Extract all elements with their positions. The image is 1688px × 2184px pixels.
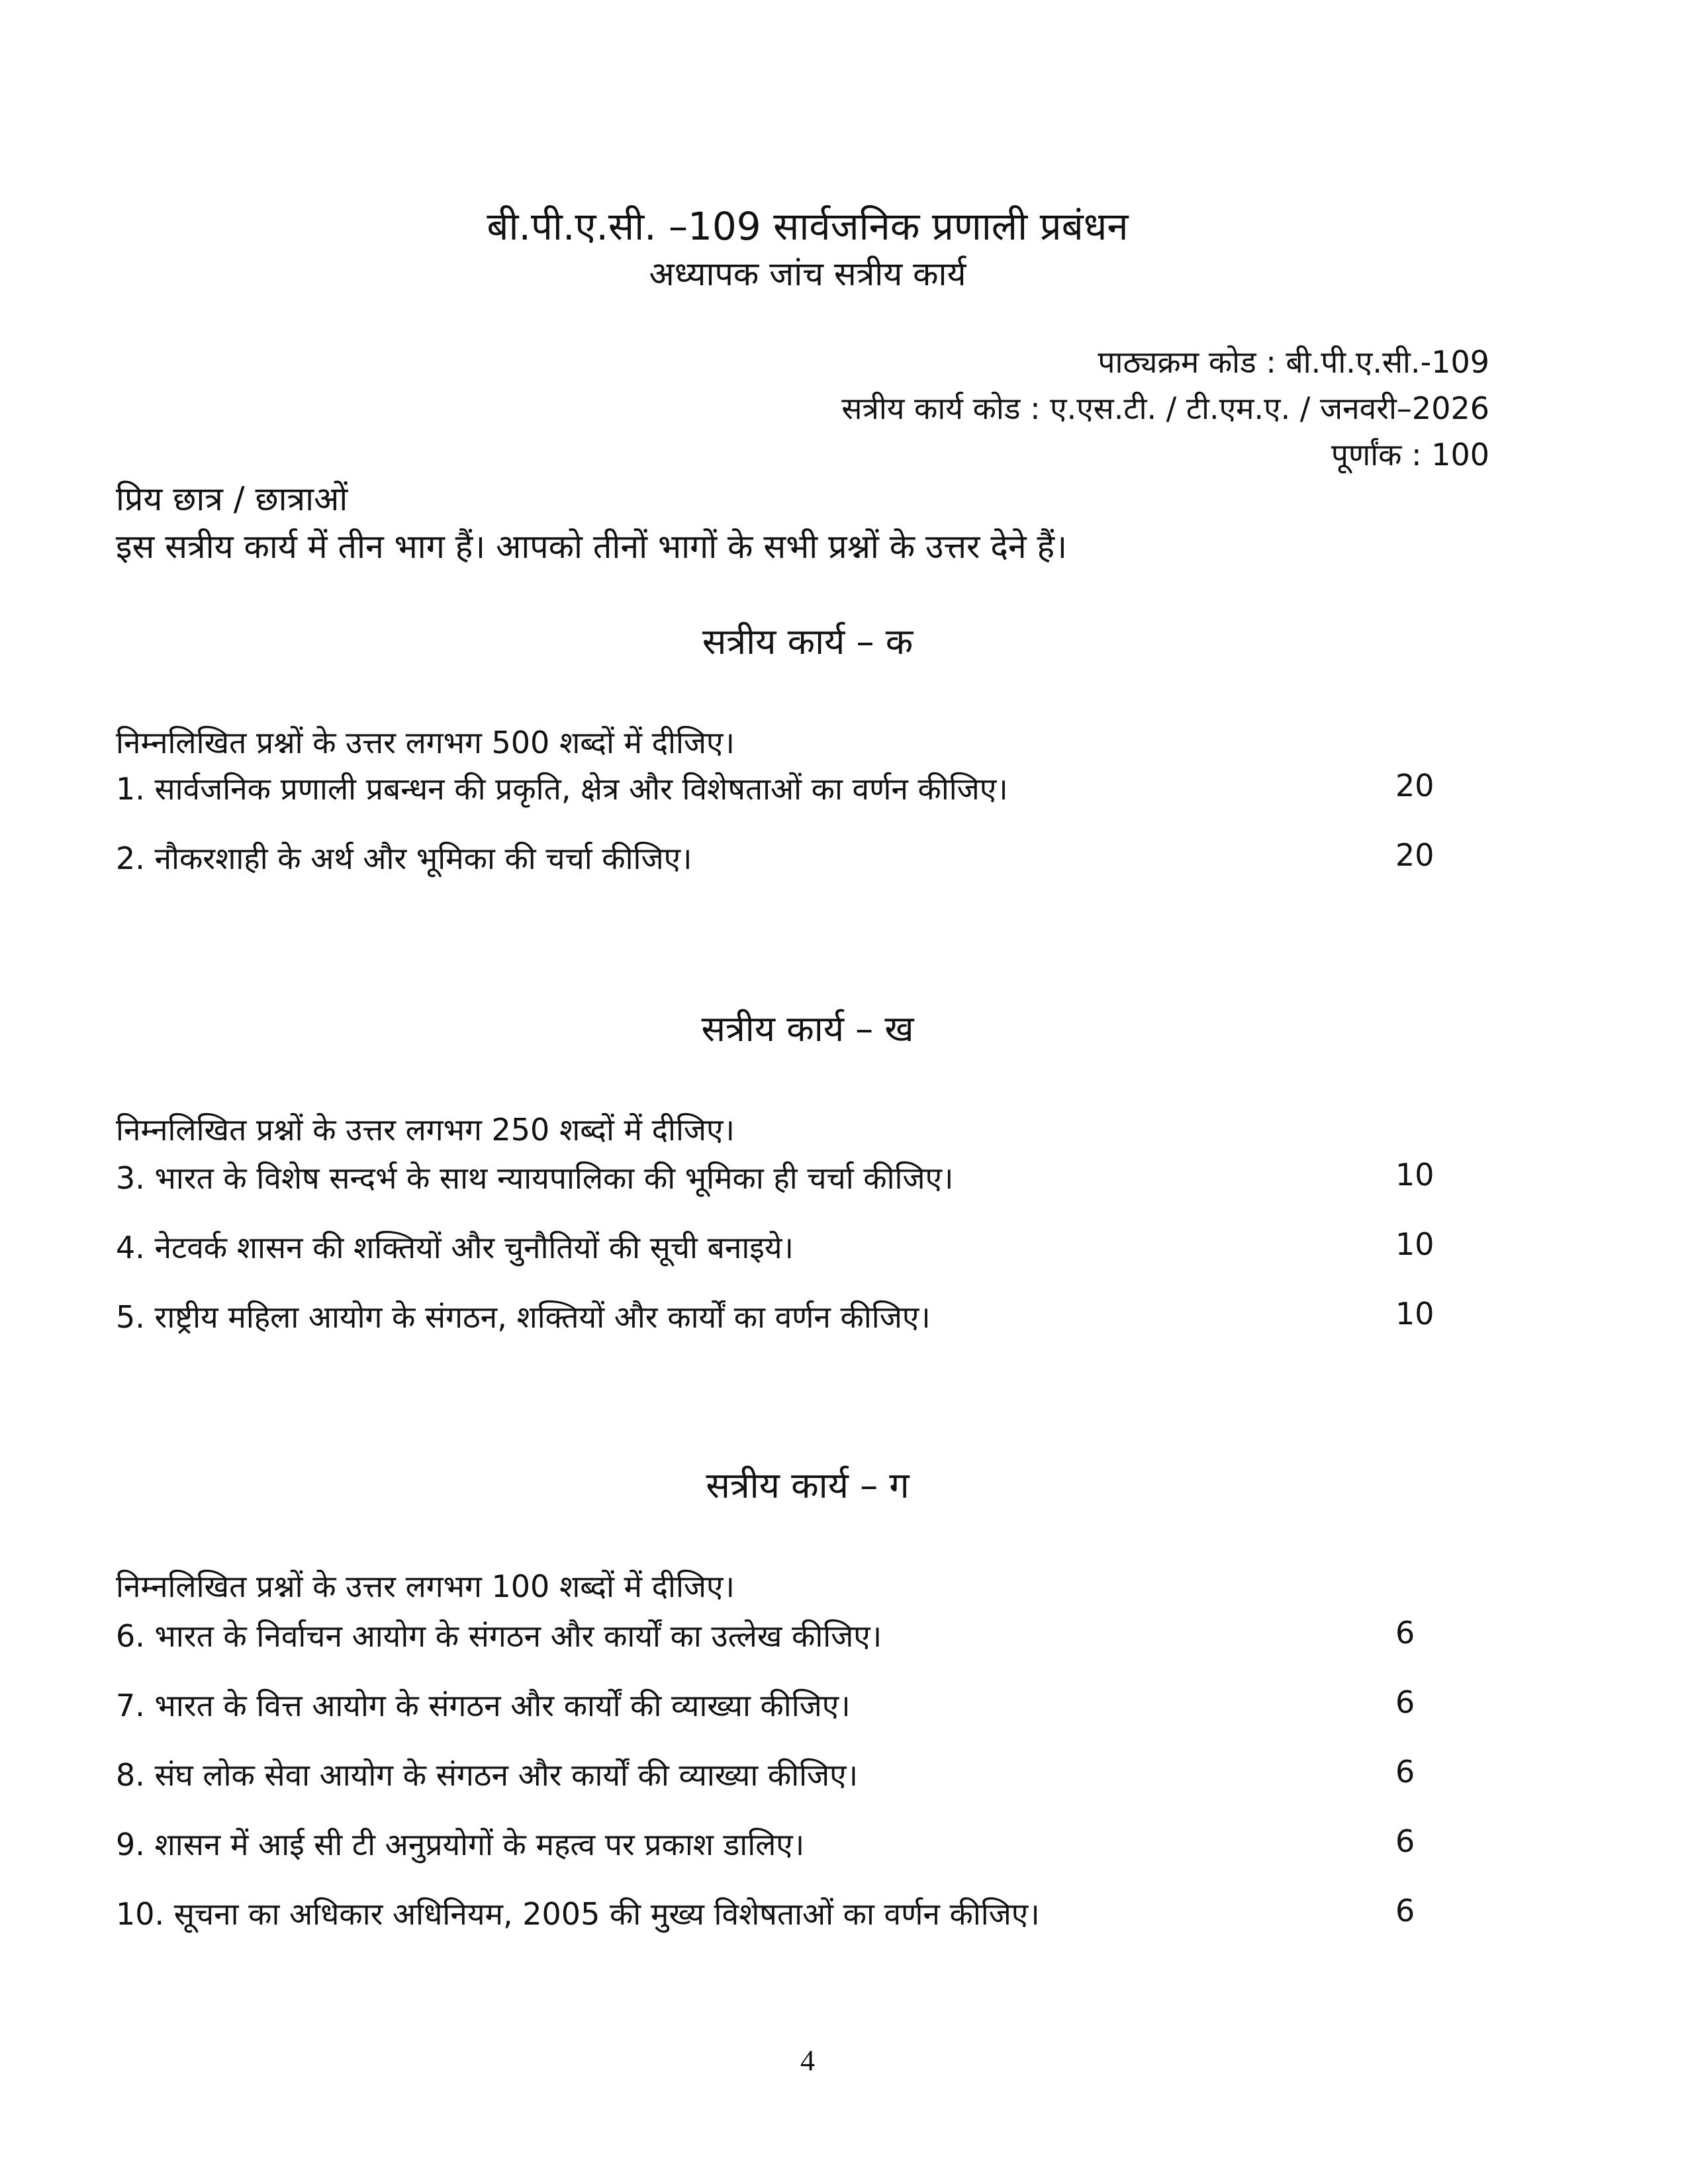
- assignment-code: सत्रीय कार्य कोड : ए.एस.टी. / टी.एम.ए. / जनवरी–2026: [841, 390, 1489, 426]
- salutation: प्रिय छात्र / छात्राओं: [116, 480, 348, 518]
- question-marks: 6: [1395, 1754, 1415, 1790]
- question-text: 4. नेटवर्क शासन की शक्तियों और चुनौतियों की सूची बनाइये।: [116, 1230, 794, 1265]
- section-instruction-c: निम्नलिखित प्रश्नों के उत्तर लगभग 100 शब्दों में दीजिए।: [116, 1569, 735, 1604]
- question-text: 7. भारत के वित्त आयोग के संगठन और कार्यों की व्याख्या कीजिए।: [116, 1688, 851, 1723]
- question-text: 6. भारत के निर्वाचन आयोग के संगठन और कार्यों का उत्लेख कीजिए।: [116, 1618, 882, 1654]
- question-marks: 10: [1395, 1157, 1434, 1193]
- question-text: 8. संघ लोक सेवा आयोग के संगठन और कार्यों की व्याख्या कीजिए।: [116, 1757, 859, 1793]
- question-text: 9. शासन में आई सी टी अनुप्रयोगों के महत्व पर प्रकाश डालिए।: [116, 1827, 805, 1862]
- intro-text: इस सत्रीय कार्य में तीन भाग हैं। आपको तीनों भागों के सभी प्रश्नों के उत्तर देने हैं।: [116, 527, 1068, 566]
- question-marks: 6: [1395, 1893, 1415, 1929]
- course-code: पाठ्यक्रम कोड : बी.पी.ए.सी.-109: [1098, 344, 1489, 380]
- question-marks: 20: [1395, 837, 1434, 873]
- section-heading-c: सत्रीय कार्य – ग: [706, 1465, 910, 1506]
- page-title: बी.पी.ए.सी. –109 सार्वजनिक प्रणाली प्रबंधन: [487, 204, 1129, 249]
- question-text: 3. भारत के विशेष सन्दर्भ के साथ न्यायपालिका की भूमिका ही चर्चा कीजिए।: [116, 1160, 954, 1196]
- section-instruction-a: निम्नलिखित प्रश्नों के उत्तर लगभग 500 शब्दों में दीजिए।: [116, 725, 735, 760]
- question-text: 5. राष्ट्रीय महिला आयोग के संगठन, शक्तियों और कार्यों का वर्णन कीजिए।: [116, 1299, 931, 1335]
- page-subtitle: अध्यापक जांच सत्रीय कार्य: [649, 255, 966, 293]
- question-marks: 10: [1395, 1296, 1434, 1332]
- section-heading-b: सत्रीय कार्य – ख: [701, 1008, 914, 1050]
- section-heading-a: सत्रीय कार्य – क: [702, 621, 914, 662]
- question-marks: 6: [1395, 1684, 1415, 1720]
- question-marks: 10: [1395, 1226, 1434, 1262]
- question-marks: 6: [1395, 1823, 1415, 1859]
- question-marks: 6: [1395, 1615, 1415, 1651]
- question-text: 1. सार्वजनिक प्रणाली प्रबन्धन की प्रकृति, क्षेत्र और विशेषताओं का वर्णन कीजिए।: [116, 771, 1008, 807]
- question-text: 2. नौकरशाही के अर्थ और भूमिका की चर्चा कीजिए।: [116, 841, 692, 876]
- page-number: 4: [800, 2044, 815, 2077]
- question-text: 10. सूचना का अधिकार अधिनियम, 2005 की मुख्य विशेषताओं का वर्णन कीजिए।: [116, 1896, 1040, 1932]
- section-instruction-b: निम्नलिखित प्रश्नों के उत्तर लगभग 250 शब्दों में दीजिए।: [116, 1112, 735, 1148]
- max-marks: पूर्णांक : 100: [1331, 437, 1489, 473]
- question-marks: 20: [1395, 768, 1434, 803]
